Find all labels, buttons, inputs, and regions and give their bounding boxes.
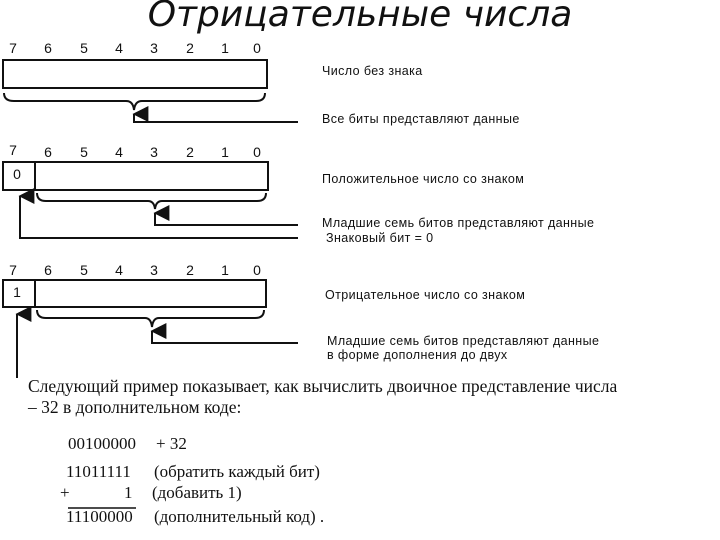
bit-number: 4 xyxy=(115,144,123,160)
example-intro-line2: – 32 в дополнительном коде: xyxy=(28,397,242,417)
slide-title: Отрицательные числа xyxy=(147,0,573,35)
pointer-unsigned xyxy=(134,114,298,122)
label-negative-signed: Отрицательное число со знаком xyxy=(325,288,526,302)
plus-operator: + xyxy=(60,483,70,502)
pointer-sign-bit-positive xyxy=(20,196,298,238)
bit-number: 1 xyxy=(221,262,229,278)
sign-bit-value: 0 xyxy=(13,166,21,182)
label-all-bits-data: Все биты представляют данные xyxy=(322,112,520,126)
register-box-positive xyxy=(3,162,268,190)
bit-number: 1 xyxy=(221,40,229,56)
label-positive-signed: Положительное число со знаком xyxy=(322,172,525,186)
register-box-negative xyxy=(3,280,266,307)
bit-number: 0 xyxy=(253,144,261,160)
bit-number: 7 xyxy=(9,262,17,278)
bit-number: 5 xyxy=(80,40,88,56)
note-add-one: (добавить 1) xyxy=(152,483,242,502)
label-twos-complement-form: в форме дополнения до двух xyxy=(327,348,508,362)
bit-number: 5 xyxy=(80,262,88,278)
label-unsigned-number: Число без знака xyxy=(322,64,423,78)
bit-number: 3 xyxy=(150,40,158,56)
bit-number: 7 xyxy=(9,142,17,158)
bit-number: 2 xyxy=(186,262,194,278)
bit-number: 7 xyxy=(9,40,17,56)
bit-number: 0 xyxy=(253,40,261,56)
brace-negative xyxy=(37,310,264,327)
bit-number: 6 xyxy=(44,262,52,278)
bit-number: 5 xyxy=(80,144,88,160)
note-plus-32: + 32 xyxy=(156,434,187,453)
example-intro-line1: Следующий пример показывает, как вычислить двоичное представление числа xyxy=(28,376,618,396)
sign-bit-value: 1 xyxy=(13,284,21,300)
bit-number: 3 xyxy=(150,144,158,160)
brace-unsigned xyxy=(4,93,265,110)
label-low-seven-bits-data: Младшие семь битов представляют данные xyxy=(322,216,595,230)
bit-number: 0 xyxy=(253,262,261,278)
note-invert-bits: (обратить каждый бит) xyxy=(154,462,320,481)
bit-number: 6 xyxy=(44,144,52,160)
bit-number: 4 xyxy=(115,40,123,56)
bit-number: 6 xyxy=(44,40,52,56)
binary-value-inverted: 11011111 xyxy=(66,462,131,481)
brace-positive xyxy=(37,193,266,209)
pointer-data-bits-positive xyxy=(155,213,298,225)
bit-number: 1 xyxy=(221,144,229,160)
bit-number: 2 xyxy=(186,144,194,160)
binary-value-positive-32: 00100000 xyxy=(68,434,136,453)
binary-value-twos-complement: 11100000 xyxy=(66,507,133,526)
label-low-seven-bits-data: Младшие семь битов представляют данные xyxy=(327,334,600,348)
label-sign-bit-zero: Знаковый бит = 0 xyxy=(326,231,434,245)
bit-number: 2 xyxy=(186,40,194,56)
register-box-unsigned xyxy=(3,60,267,88)
note-twos-complement: (дополнительный код) . xyxy=(154,507,325,526)
bit-number: 4 xyxy=(115,262,123,278)
pointer-data-bits-negative xyxy=(152,331,298,343)
bit-number: 3 xyxy=(150,262,158,278)
binary-value-one: 1 xyxy=(124,483,133,502)
